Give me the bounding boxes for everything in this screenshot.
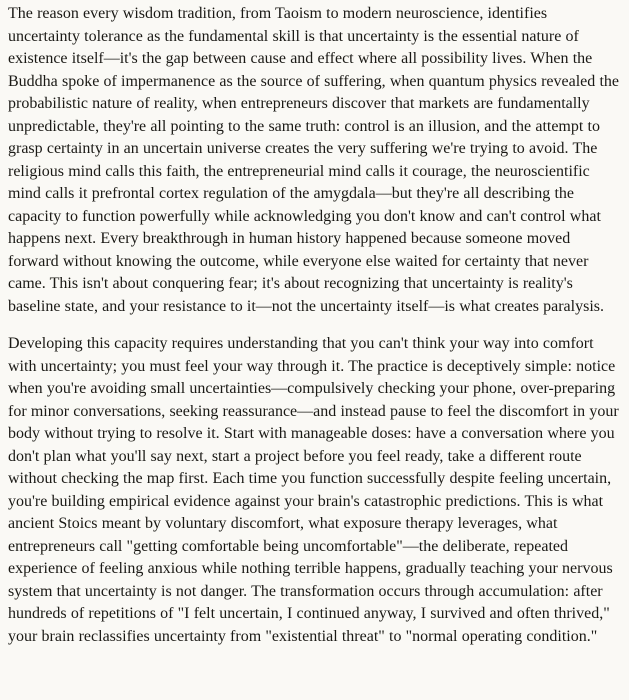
paragraph-2: Developing this capacity requires understanding that you can't think your way into comfort with uncertainty; you must feel your way through it. The practice is deceptively simple: notice when you're avoiding small uncertainties—compulsively checking your phone, over-preparing for minor conversations, seeking reassurance—and instead pause to feel the discomfort in your body without trying to resolve it. Start with manageable doses: have a conversation where you don't plan what you'll say next, start a project before you feel ready, take a different route without checking the map first. Each time you function successfully despite feeling uncertain, you're building empirical evidence against your brain's catastrophic predictions. This is what ancient Stoics meant by voluntary discomfort, what exposure therapy leverages, what entrepreneurs call "getting comfortable being uncomfortable"—the deliberate, repeated experience of feeling anxious while nothing terrible happens, gradually teaching your nervous system that uncertainty is not danger. The transformation occurs through accumulation: after hundreds of repetitions of "I felt uncertain, I continued anyway, I survived and often thrived," your brain reclassifies uncertainty from "existential threat" to "normal operating condition." (8, 335, 619, 645)
paragraph-1: The reason every wisdom tradition, from Taoism to modern neuroscience, identifies uncertainty tolerance as the fundamental skill is that uncertainty is the essential nature of existence itself—it's the gap between cause and effect where all possibility lives. When the Buddha spoke of impermanence as the source of suffering, when quantum physics revealed the probabilistic nature of reality, when entrepreneurs discover that markets are fundamentally unpredictable, they're all pointing to the same truth: control is an illusion, and the attempt to grasp certainty in an uncertain universe creates the very suffering we're trying to avoid. The religious mind calls this faith, the entrepreneurial mind calls it courage, the neuroscientific mind calls it prefrontal cortex regulation of the amygdala—but they're all describing the capacity to function powerfully while acknowledging you don't know and can't control what happens next. Every breakthrough in human history happened because someone moved forward without knowing the outcome, while everyone else waited for certainty that never came. This isn't about conquering fear; it's about recognizing that uncertainty is reality's baseline state, and your resistance to it—not the uncertainty itself—is what creates paralysis. (8, 5, 620, 315)
